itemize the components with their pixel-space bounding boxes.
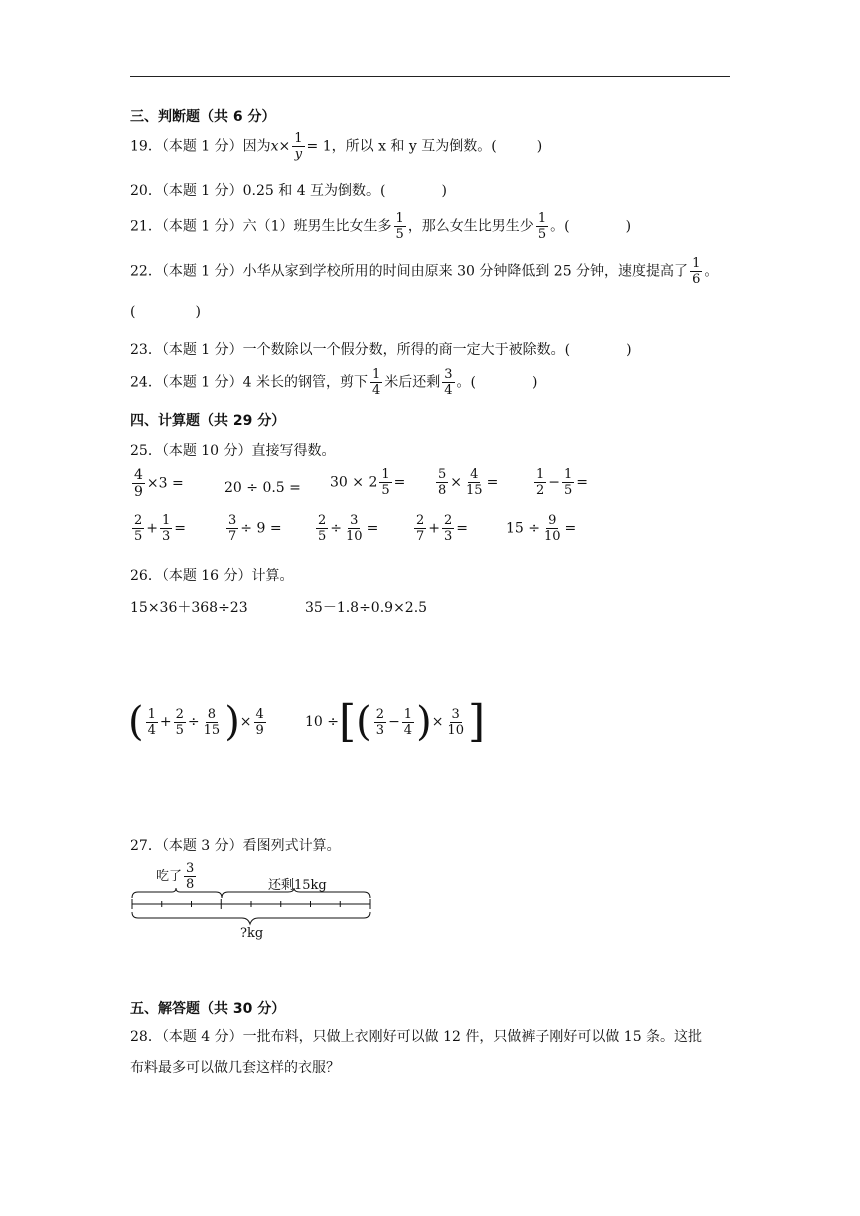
q24-fraction-2: $\frac{3}{4}$ xyxy=(444,367,453,398)
question-23 xyxy=(130,339,632,359)
q19-text-post: ，所以 x 和 y 互为倒数。( xyxy=(331,138,497,155)
q21-fraction-2: $\frac{1}{5}$ xyxy=(537,211,547,242)
q25-item-a2: 20 ÷ 0.5 = xyxy=(224,480,301,496)
q22-fraction: $\frac{1}{6}$ xyxy=(692,256,701,287)
q25-item-b3: $\frac{2}{5}$ ÷ $\frac{3}{10}$ = xyxy=(318,513,379,544)
q24-text-post: 。( xyxy=(456,374,477,391)
q27-top-brace-right xyxy=(222,888,370,898)
section-4-heading: 四、计算题（共 29 分） xyxy=(130,413,286,429)
q19-eq: = 1 xyxy=(306,138,332,155)
q23-answer-paren[interactable]: ) xyxy=(626,342,632,358)
q19-answer-paren[interactable]: ) xyxy=(536,138,543,155)
question-28-line-1: 28．（本题 4 分）一批布料，只做上衣刚好可以做 12 件，只做裤子刚好可以做 15 条。这批 xyxy=(130,1029,703,1045)
q25-item-a4: $\frac{5}{8}$ × $\frac{4}{15}$ = xyxy=(438,467,499,498)
question-27-title: 27．（本题 3 分）看图列式计算。 xyxy=(130,838,341,854)
q20-answer-paren[interactable]: ) xyxy=(441,183,447,199)
q27-remaining-label: 还剩15kg xyxy=(268,878,327,893)
top-rule xyxy=(130,76,730,77)
q19-text: 19．（本题 1 分）因为 xyxy=(130,138,271,155)
q27-top-brace-left xyxy=(132,888,222,898)
q27-ate-label: 吃了 $\frac{3}{8}$ xyxy=(156,861,195,892)
q21-fraction-1: $\frac{1}{5}$ xyxy=(395,211,404,242)
q27-bar-diagram xyxy=(128,862,378,946)
q19-times: × xyxy=(278,138,291,155)
q23-text: 23．（本题 1 分）一个数除以一个假分数，所得的商一定大于被除数。( xyxy=(130,342,571,358)
q24-answer-paren[interactable]: ) xyxy=(532,374,538,391)
q25-item-a1: $\frac{4}{9}$ ×3 = xyxy=(134,467,184,500)
q26-expr-1: 15×36＋368÷23 xyxy=(130,600,248,616)
question-19 xyxy=(130,132,542,161)
question-26-title: 26．（本题 16 分）计算。 xyxy=(130,568,294,584)
q25-item-b4: $\frac{2}{7}$ + $\frac{2}{3}$ = xyxy=(416,513,469,544)
q24-text: 24．（本题 1 分）4 米长的钢管，剪下 xyxy=(130,374,368,391)
q21-text: 21．（本题 1 分）六（1）班男生比女生多 xyxy=(130,218,392,235)
question-22-answer-line xyxy=(130,304,201,320)
section-5-heading: 五、解答题（共 30 分） xyxy=(130,1001,286,1017)
q25-item-b2: $\frac{3}{7}$ ÷ 9 = xyxy=(228,513,282,544)
question-28-line-2: 布料最多可以做几套这样的衣服？ xyxy=(130,1060,340,1076)
q25-item-a3: 30 × 2 $\frac{1}{5}$ = xyxy=(330,467,406,498)
question-20 xyxy=(130,180,447,200)
q26-expr-2: 35－1.8÷0.9×2.5 xyxy=(305,600,428,616)
question-25-title: 25．（本题 10 分）直接写得数。 xyxy=(130,443,336,459)
q20-text: 20．（本题 1 分）0.25 和 4 互为倒数。( xyxy=(130,183,386,199)
q19-fraction: $\frac{1}{y}$ xyxy=(294,131,303,162)
q27-bottom-brace xyxy=(132,912,370,924)
q22-open-paren: ( xyxy=(130,304,136,320)
q25-item-a5: $\frac{1}{2}$ − $\frac{1}{5}$ = xyxy=(536,467,589,498)
q25-item-b5: 15 ÷ $\frac{9}{10}$ = xyxy=(506,513,577,544)
q21-answer-paren[interactable]: ) xyxy=(625,218,632,235)
q26-expr-3: ( $\frac{1}{4}$ + $\frac{2}{5}$ ÷ $\frac{8}{15}$ )× $\frac{4}{9}$ xyxy=(128,699,264,745)
q25-item-b1: $\frac{2}{5}$ + $\frac{1}{3}$ = xyxy=(134,513,187,544)
question-21 xyxy=(130,212,631,241)
q27-total-label: ?kg xyxy=(240,926,264,941)
question-22 xyxy=(130,257,718,286)
q26-expr-4: 10 ÷[( $\frac{2}{3}$ − $\frac{1}{4}$ )× $\frac{3}{10}$ ] xyxy=(305,696,486,747)
q19-var-x: x xyxy=(270,138,279,155)
q21-text-mid: ，那么女生比男生少 xyxy=(407,218,534,235)
q24-fraction-1: $\frac{1}{4}$ xyxy=(371,367,381,398)
q24-text-mid: 米后还剩 xyxy=(384,374,441,391)
q21-text-post: 。( xyxy=(550,218,570,235)
q22-text: 22．（本题 1 分）小华从家到学校所用的时间由原来 30 分钟降低到 25 分钟，速度提高了 xyxy=(130,263,689,280)
q22-answer-paren[interactable]: ) xyxy=(195,304,201,320)
section-3-heading: 三、判断题（共 6 分） xyxy=(130,109,276,125)
q22-text-post: 。 xyxy=(704,263,719,280)
question-24 xyxy=(130,368,537,397)
